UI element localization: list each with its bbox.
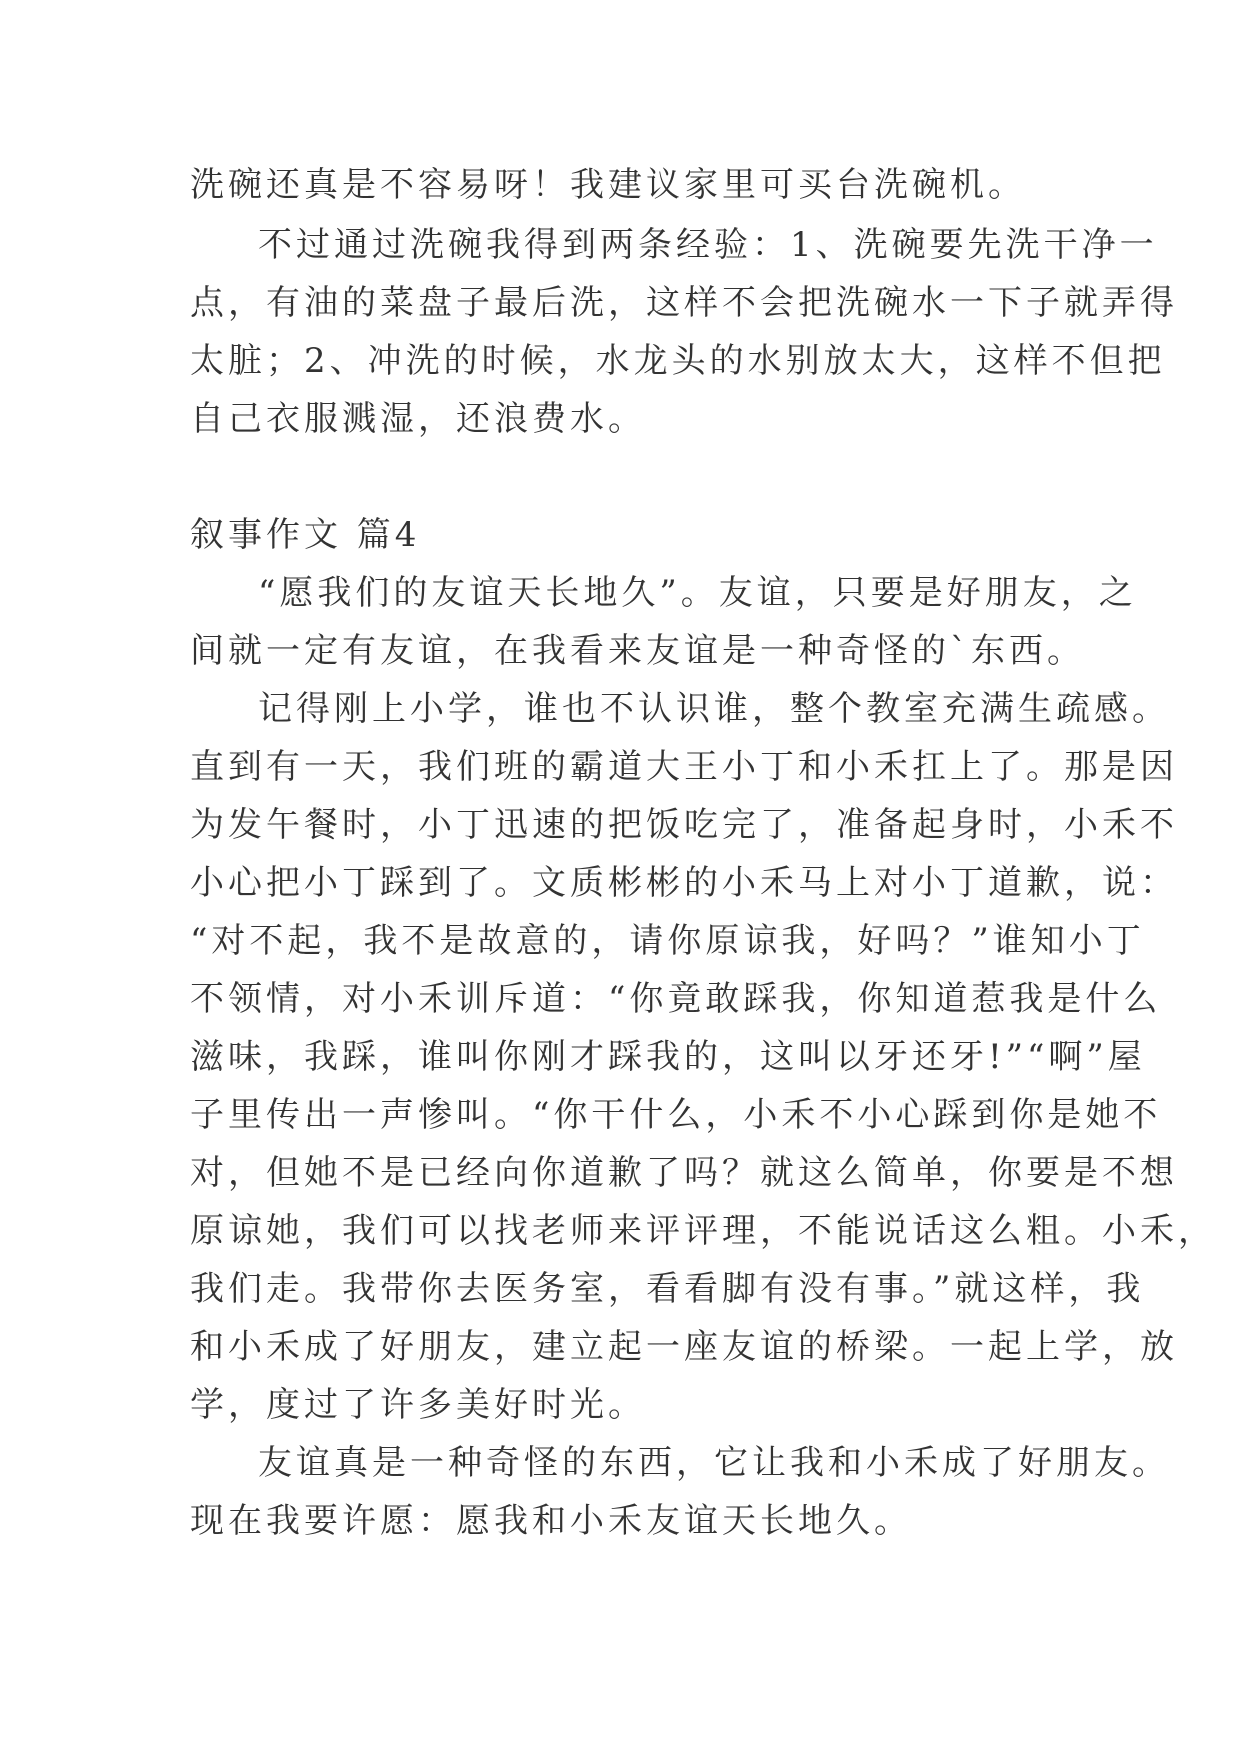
text-line: 滋味，我踩，谁叫你刚才踩我的，这叫以牙还牙!”“啊”屋 — [190, 1037, 1146, 1077]
text-line: 直到有一天，我们班的霸道大王小丁和小禾扛上了。那是因 — [190, 747, 1178, 787]
text-line: 学，度过了许多美好时光。 — [190, 1385, 646, 1425]
text-line: 为发午餐时，小丁迅速的把饭吃完了，准备起身时，小禾不 — [190, 805, 1178, 845]
text-line: 间就一定有友谊，在我看来友谊是一种奇怪的`东西。 — [190, 631, 1085, 671]
text-line: 自己衣服溅湿，还浪费水。 — [190, 399, 646, 439]
section-heading: 叙事作文 篇4 — [190, 515, 421, 555]
text-line: 小心把小丁踩到了。文质彬彬的小禾马上对小丁道歉，说： — [190, 863, 1178, 903]
text-line: “对不起，我不是故意的，请你原谅我，好吗？”谁知小丁 — [190, 921, 1145, 961]
text-line: 点，有油的菜盘子最后洗，这样不会把洗碗水一下子就弄得 — [190, 283, 1178, 323]
text-line: 和小禾成了好朋友，建立起一座友谊的桥梁。一起上学，放 — [190, 1327, 1178, 1367]
paragraph-first-line: “愿我们的友谊天长地久”。友谊，只要是好朋友，之 — [258, 573, 1137, 613]
paragraph-first-line: 记得刚上小学，谁也不认识谁，整个教室充满生疏感。 — [258, 689, 1170, 729]
text-line: 原谅她，我们可以找老师来评评理，不能说话这么粗。小禾， — [190, 1211, 1216, 1251]
text-line: 太脏；2、冲洗的时候，水龙头的水别放太大，这样不但把 — [190, 341, 1166, 381]
paragraph-first-line: 友谊真是一种奇怪的东西，它让我和小禾成了好朋友。 — [258, 1443, 1170, 1483]
paragraph-first-line: 不过通过洗碗我得到两条经验：1、洗碗要先洗干净一 — [258, 225, 1158, 265]
text-line: 现在我要许愿：愿我和小禾友谊天长地久。 — [190, 1501, 912, 1541]
text-line: 我们走。我带你去医务室，看看脚有没有事。”就这样，我 — [190, 1269, 1145, 1309]
text-line: 不领情，对小禾训斥道：“你竟敢踩我，你知道惹我是什么 — [190, 979, 1162, 1019]
text-line: 子里传出一声惨叫。“你干什么，小禾不小心踩到你是她不 — [190, 1095, 1162, 1135]
text-line: 洗碗还真是不容易呀！我建议家里可买台洗碗机。 — [190, 165, 1026, 205]
text-line: 对，但她不是已经向你道歉了吗？就这么简单，你要是不想 — [190, 1153, 1178, 1193]
